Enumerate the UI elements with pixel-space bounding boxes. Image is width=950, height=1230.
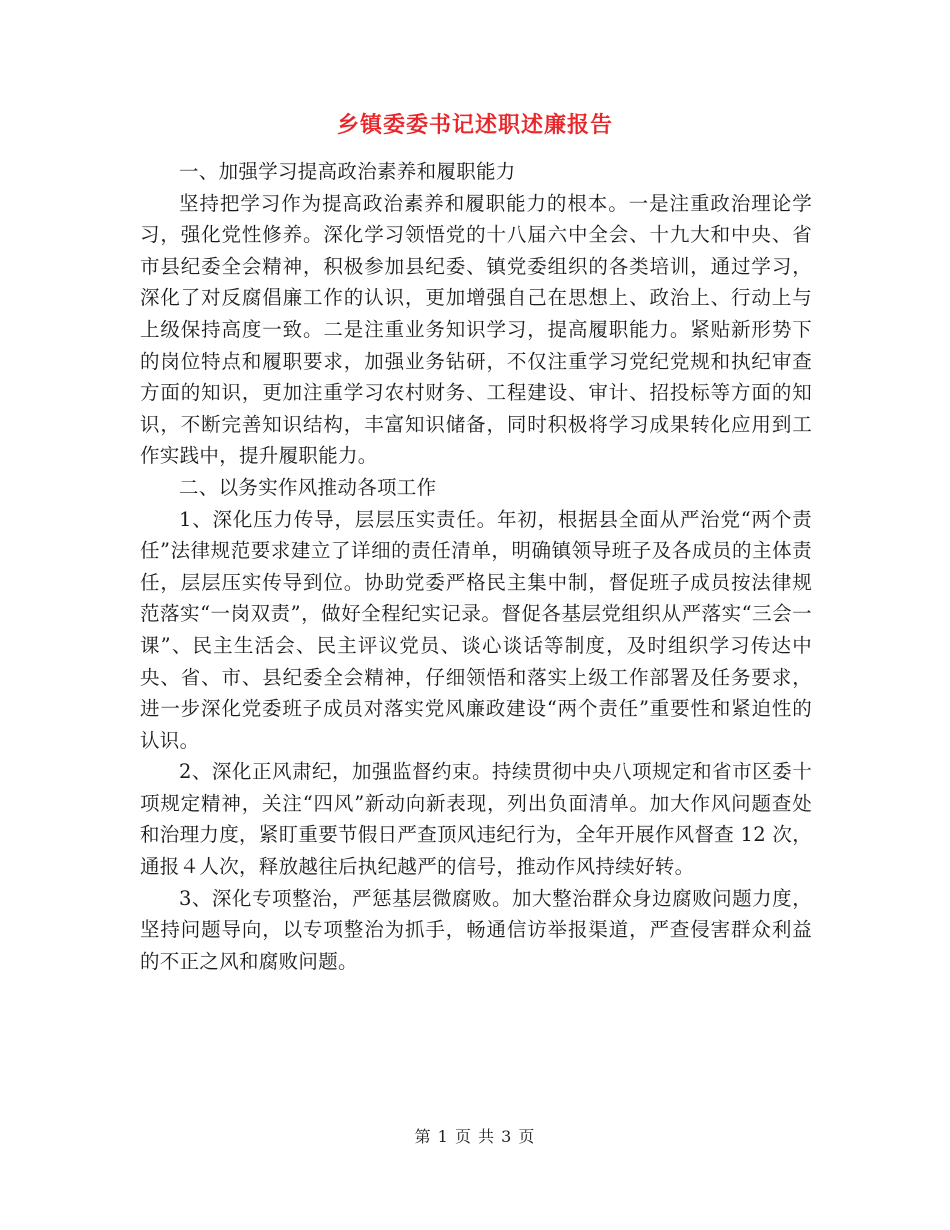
document-title: 乡镇委委书记述职述廉报告 [336,112,613,138]
paragraph-item-3: 3、深化专项整治，严惩基层微腐败。加大整治群众身边腐败问题力度，坚持问题导向，以专项整治为抓手，畅通信访举报渠道，严查侵害群众利益的不正之风和腐败问题。 [140,886,812,973]
document-body [140,156,812,977]
section-heading-2: 二、以务实作风推动各项工作 [179,475,437,499]
paragraph-item-1: 1、深化压力传导，层层压实责任。年初，根据县全面从严治党“两个责任”法律规范要求建立了详细的责任清单，明确镇领导班子及各成员的主体责任，层层压实传导到位。协助党委严格民主集中制，督促班子成员按法律规范落实“一岗双责”，做好全程纪实记录。督促各基层党组织从严落实“三会一课”、民主生活会、民主评议党员、谈心谈话等制度，及时组织学习传达中央、省、市、县纪委全会精神，仔细领悟和落实上级工作部署及任务要求，进一步深化党委班子成员对落实党风廉政建设“两个责任”重要性和紧迫性的认识。 [140,507,812,752]
section-heading-1: 一、加强学习提高政治素养和履职能力 [179,160,516,183]
paragraph-item-2: 2、深化正风肃纪，加强监督约束。持续贯彻中央八项规定和省市区委十项规定精神，关注“四风”新动向新表现，列出负面清单。加大作风问题查处和治理力度，紧盯重要节假日严查顶风违纪行为，全年开展作风督查 12 次，通报４人次，释放越往后执纪越严的信号，推动作风持续好转。 [140,760,813,879]
page-number-footer: 第 1 页 共 3 页 [414,1127,536,1146]
paragraph-study: 坚持把学习作为提高政治素养和履职能力的根本。一是注重政治理论学习，强化党性修养。深化学习领悟党的十八届六中全会、十九大和中央、省市县纪委全会精神，积极参加县纪委、镇党委组织的各类培训，通过学习，深化了对反腐倡廉工作的认识，更加增强自己在思想上、政治上、行动上与上级保持高度一致。二是注重业务知识学习，提高履职能力。紧贴新形势下的岗位特点和履职要求，加强业务钻研，不仅注重学习党纪党规和执纪审查方面的知识，更加注重学习农村财务、工程建设、审计、招投标等方面的知识，不断完善知识结构，丰富知识储备，同时积极将学习成果转化应用到工作实践中，提升履职能力。 [140,191,812,468]
